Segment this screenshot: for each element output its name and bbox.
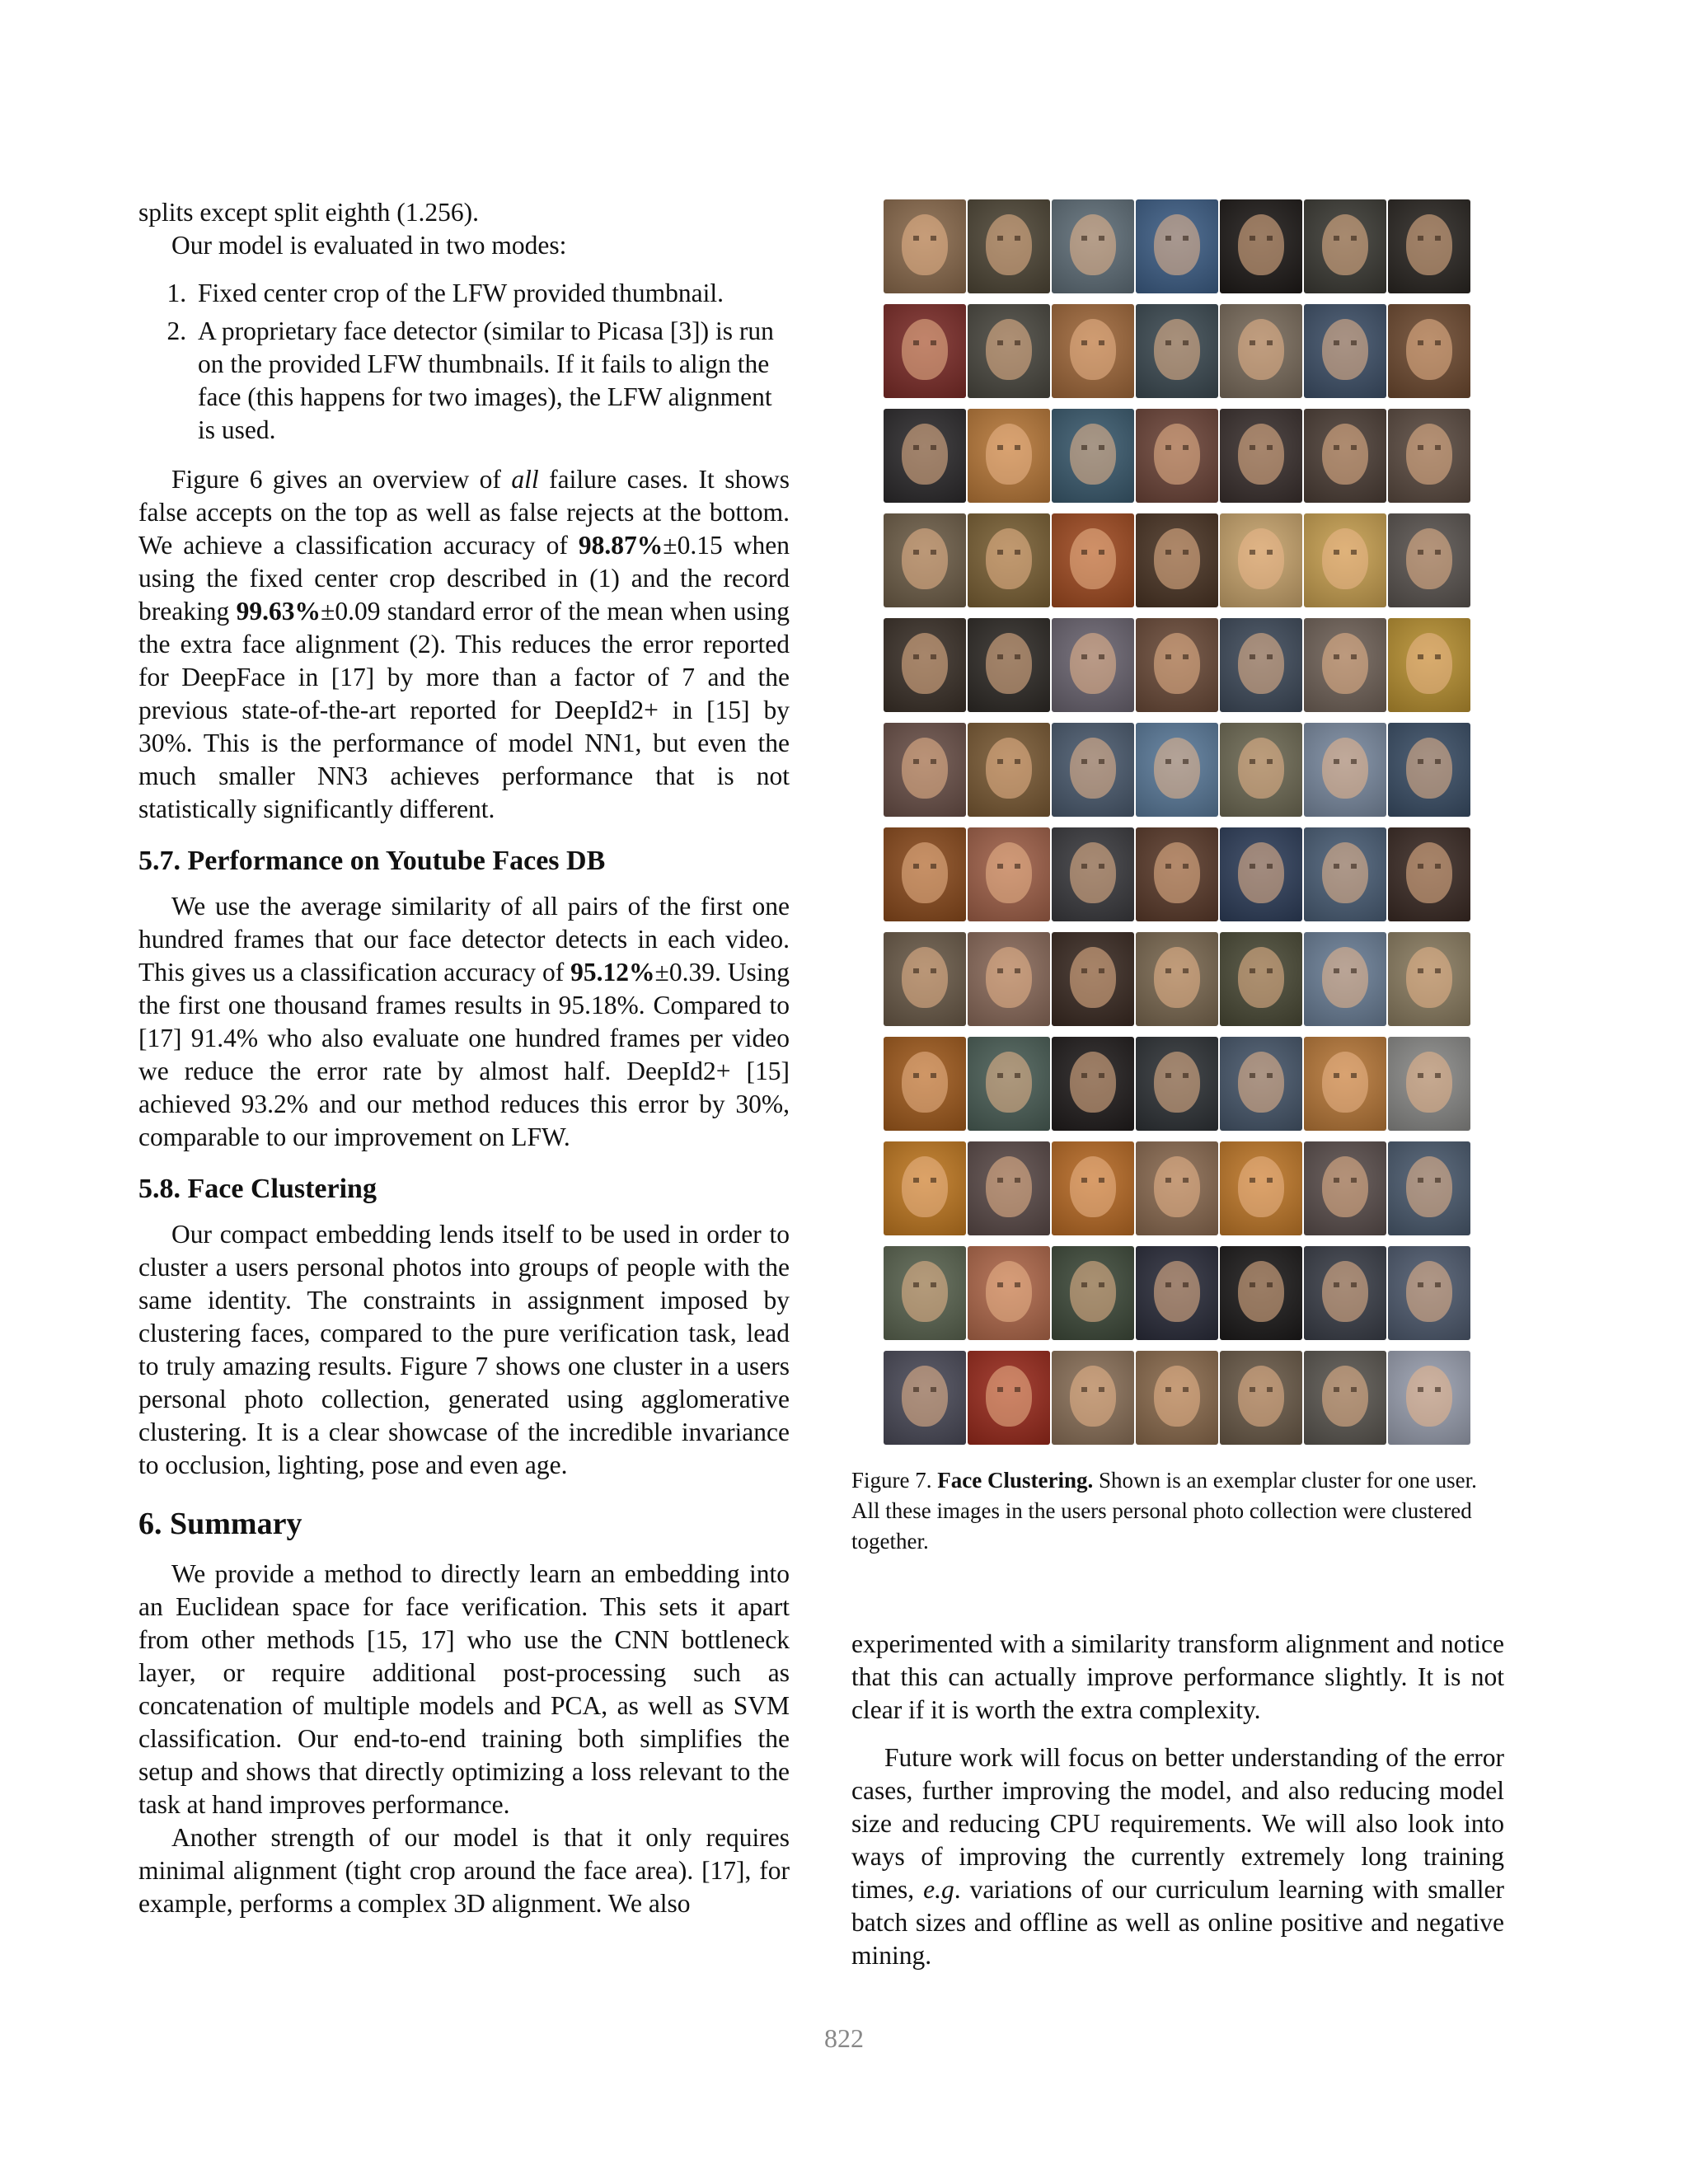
list-item: 2. A proprietary face detector (similar to Picasa [3]) is run on the provided LFW thumbnails. If it fails to align the face (this happens for two images), the LFW alignment is used.	[193, 315, 790, 447]
face-thumbnail	[968, 932, 1050, 1026]
face-thumbnail	[1220, 827, 1302, 921]
face-thumbnail	[1136, 513, 1218, 607]
face-thumbnail	[884, 932, 966, 1026]
face-thumbnail	[884, 199, 966, 293]
face-thumbnail	[968, 723, 1050, 817]
face-thumbnail	[1136, 199, 1218, 293]
face-thumbnail	[1220, 304, 1302, 398]
face-thumbnail	[1220, 199, 1302, 293]
face-thumbnail	[1304, 513, 1386, 607]
face-thumbnail	[1304, 199, 1386, 293]
face-thumbnail	[1220, 1351, 1302, 1445]
section-heading-youtube-faces: 5.7. Performance on Youtube Faces DB	[138, 846, 606, 876]
face-thumbnail	[1220, 513, 1302, 607]
face-thumbnail	[1388, 1037, 1470, 1131]
face-thumbnail	[1052, 304, 1134, 398]
face-thumbnail	[1136, 618, 1218, 712]
face-thumbnail	[884, 618, 966, 712]
face-thumbnail	[1136, 1246, 1218, 1340]
face-thumbnail	[1052, 513, 1134, 607]
face-thumbnail	[884, 409, 966, 503]
face-thumbnail	[968, 409, 1050, 503]
face-thumbnail	[884, 513, 966, 607]
face-thumbnail	[968, 513, 1050, 607]
paragraph-split-note: splits except split eighth (1.256).	[138, 198, 479, 227]
face-thumbnail	[1136, 1141, 1218, 1235]
face-thumbnail	[1304, 1037, 1386, 1131]
right-column	[851, 1628, 1504, 1972]
face-thumbnail	[884, 827, 966, 921]
face-thumbnail	[968, 1141, 1050, 1235]
section-heading-face-clustering: 5.8. Face Clustering	[138, 1174, 377, 1204]
face-thumbnail	[1052, 723, 1134, 817]
face-thumbnail	[1052, 409, 1134, 503]
paragraph-modes-intro: Our model is evaluated in two modes:	[171, 231, 567, 260]
paragraph-failure-cases: Figure 6 gives an overview of all failure cases. It shows false accepts on the top as well as false rejects at the bottom. We achieve a classification accuracy of 98.87%±0.15 when using the fixed center crop described in (1) and the record breaking 99.63%±0.09 standard error of the mean when using the extra face alignment (2). This reduces the error reported for DeepFace in [17] by more than a factor of 7 and the previous state-of-the-art reported for DeepId2+ in [15] by 30%. This is the performance of model NN1, but even the much smaller NN3 achieves performance that is not statistically significantly different.	[138, 465, 790, 823]
face-thumbnail	[1304, 932, 1386, 1026]
face-thumbnail	[1052, 1141, 1134, 1235]
section-heading-summary: 6. Summary	[138, 1507, 302, 1541]
face-cluster-figure	[884, 199, 1472, 1451]
face-thumbnail	[1136, 723, 1218, 817]
face-thumbnail	[1388, 1246, 1470, 1340]
face-thumbnail	[1220, 1037, 1302, 1131]
left-column	[138, 196, 790, 1920]
paragraph-youtube-faces: We use the average similarity of all pairs of the first one hundred frames that our face detector detects in each video. This gives us a classification accuracy of 95.12%±0.39. Using the first one thousand frames results in 95.18%. Compared to [17] 91.4% who also evaluate one hundred frames per video we reduce the error rate by almost half. DeepId2+ [15] achieved 93.2% and our method reduces this error by 30%, comparable to our improvement on LFW.	[138, 892, 790, 1151]
face-thumbnail	[968, 304, 1050, 398]
face-thumbnail	[1304, 827, 1386, 921]
face-thumbnail	[1388, 199, 1470, 293]
face-thumbnail	[1136, 409, 1218, 503]
face-grid	[884, 199, 1472, 1445]
face-thumbnail	[884, 723, 966, 817]
face-thumbnail	[1136, 932, 1218, 1026]
face-thumbnail	[1220, 409, 1302, 503]
face-thumbnail	[1388, 1351, 1470, 1445]
face-thumbnail	[968, 618, 1050, 712]
face-thumbnail	[968, 1246, 1050, 1340]
face-thumbnail	[1388, 513, 1470, 607]
face-thumbnail	[1304, 304, 1386, 398]
face-thumbnail	[1388, 304, 1470, 398]
face-thumbnail	[1304, 1351, 1386, 1445]
paragraph-alignment: Another strength of our model is that it only requires minimal alignment (tight crop around the face area). [17], for example, performs a complex 3D alignment. We also	[138, 1823, 790, 1918]
face-thumbnail	[1220, 932, 1302, 1026]
face-thumbnail	[884, 304, 966, 398]
face-thumbnail	[1136, 1037, 1218, 1131]
evaluation-modes-list	[138, 277, 790, 447]
figure-caption: Figure 7. Face Clustering. Shown is an exemplar cluster for one user. All these images in the users personal photo collection were clustered together.	[851, 1468, 1477, 1554]
face-thumbnail	[1388, 1141, 1470, 1235]
face-thumbnail	[1304, 1141, 1386, 1235]
face-thumbnail	[1388, 618, 1470, 712]
face-thumbnail	[1388, 723, 1470, 817]
face-thumbnail	[1052, 1351, 1134, 1445]
face-thumbnail	[1220, 618, 1302, 712]
face-thumbnail	[1304, 618, 1386, 712]
face-thumbnail	[1388, 932, 1470, 1026]
face-thumbnail	[1304, 723, 1386, 817]
face-thumbnail	[884, 1246, 966, 1340]
face-thumbnail	[968, 1037, 1050, 1131]
face-thumbnail	[884, 1037, 966, 1131]
paragraph-future-work: Future work will focus on better understanding of the error cases, further improving the model, and also reducing model size and reducing CPU requirements. We will also look into ways of improving the currently extremely long training times, e.g. variations of our curriculum learning with smaller batch sizes and offline as well as online positive and negative mining.	[851, 1743, 1504, 1970]
face-thumbnail	[884, 1141, 966, 1235]
face-thumbnail	[1052, 827, 1134, 921]
face-thumbnail	[1052, 932, 1134, 1026]
face-thumbnail	[1052, 199, 1134, 293]
face-thumbnail	[1136, 304, 1218, 398]
face-thumbnail	[884, 1351, 966, 1445]
paragraph-summary: We provide a method to directly learn an embedding into an Euclidean space for face verification. This sets it apart from other methods [15, 17] who use the CNN bottleneck layer, or require additional post-processing such as concatenation of multiple models and PCA, as well as SVM classification. Our end-to-end training both simplifies the setup and shows that directly optimizing a loss relevant to the task at hand improves performance.	[138, 1559, 790, 1819]
list-item: 1. Fixed center crop of the LFW provided thumbnail.	[193, 277, 790, 310]
face-thumbnail	[1220, 1141, 1302, 1235]
face-thumbnail	[1220, 723, 1302, 817]
face-thumbnail	[968, 199, 1050, 293]
paragraph-face-clustering: Our compact embedding lends itself to be used in order to cluster a users personal photos into groups of people with the same identity. The constraints in assignment imposed by clustering faces, compared to the pure verification task, lead to truly amazing results. Figure 7 shows one cluster in a users personal photo collection, generated using agglomerative clustering. It is a clear showcase of the incredible invariance to occlusion, lighting, pose and even age.	[138, 1220, 790, 1479]
face-thumbnail	[1388, 409, 1470, 503]
face-thumbnail	[1052, 1246, 1134, 1340]
face-thumbnail	[1388, 827, 1470, 921]
face-thumbnail	[1136, 827, 1218, 921]
face-thumbnail	[1304, 409, 1386, 503]
face-thumbnail	[1304, 1246, 1386, 1340]
face-thumbnail	[1052, 1037, 1134, 1131]
face-thumbnail	[968, 1351, 1050, 1445]
face-thumbnail	[968, 827, 1050, 921]
face-thumbnail	[1136, 1351, 1218, 1445]
face-thumbnail	[1052, 618, 1134, 712]
face-thumbnail	[1220, 1246, 1302, 1340]
page-number: 822	[824, 2023, 864, 2053]
paragraph-similarity-transform: experimented with a similarity transform alignment and notice that this can actually improve performance slightly. It is not clear if it is worth the extra complexity.	[851, 1629, 1504, 1724]
